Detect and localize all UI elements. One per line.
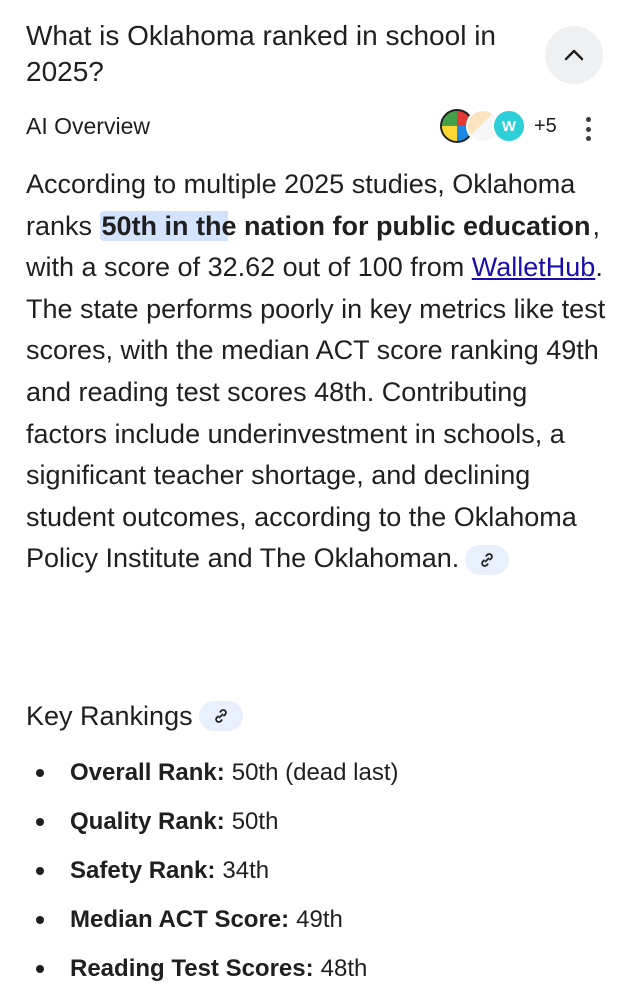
key-rankings-list (26, 748, 399, 993)
collapse-button[interactable] (545, 26, 603, 84)
list-item (26, 895, 399, 944)
list-item (26, 944, 399, 993)
more-options-icon[interactable] (578, 114, 598, 144)
chevron-up-icon (563, 48, 585, 62)
wallethub-link[interactable]: WalletHub (471, 252, 596, 283)
rank-value: 49th (296, 905, 343, 933)
key-rankings-heading (26, 696, 243, 736)
source-badges[interactable] (440, 108, 557, 144)
bullet-icon (36, 769, 44, 777)
source-w-icon[interactable]: W (492, 109, 526, 143)
rank-value: 48th (320, 954, 368, 982)
overview-text-middle: , with a score of 32.62 out of 100 from (26, 210, 601, 283)
link-icon (212, 707, 230, 725)
key-rankings-title: Key Rankings (26, 701, 193, 731)
overview-text-before: According to multiple 2025 studies, Oklahoma ranks (26, 169, 576, 241)
bullet-icon (36, 965, 44, 973)
rank-value: 50th (dead last) (231, 758, 399, 786)
ai-overview-label: AI Overview (26, 113, 150, 139)
list-item (26, 846, 399, 895)
bullet-icon (36, 818, 44, 826)
rank-label: Overall Rank: (70, 758, 225, 786)
link-icon (478, 551, 496, 569)
rank-label: Median ACT Score: (70, 905, 290, 933)
overview-text (26, 164, 610, 580)
rank-label: Reading Test Scores: (70, 954, 314, 982)
list-item (26, 797, 399, 846)
rank-value: 34th (222, 856, 270, 884)
question-title: What is Oklahoma ranked in school in 2025? (26, 20, 496, 87)
highlighted-answer: 50th in the nation for public education (101, 210, 591, 241)
key-rankings-link-chip[interactable] (199, 701, 243, 731)
bullet-icon (36, 916, 44, 924)
overview-text-after: . The state performs poorly in key metrics like test scores, with the median ACT score ranking 49th and reading test scores 48th. Contributing factors include underinvestment in schools, a significant teacher shortage, and declining student outcomes, according to the Oklahoma Policy Institute and The Oklahoman. (26, 252, 606, 574)
more-sources-count[interactable]: +5 (534, 114, 557, 137)
list-item (26, 748, 399, 797)
rank-value: 50th (231, 807, 279, 835)
rank-label: Quality Rank: (70, 807, 225, 835)
bullet-icon (36, 867, 44, 875)
rank-label: Safety Rank: (70, 856, 216, 884)
overview-link-chip[interactable] (465, 545, 509, 575)
